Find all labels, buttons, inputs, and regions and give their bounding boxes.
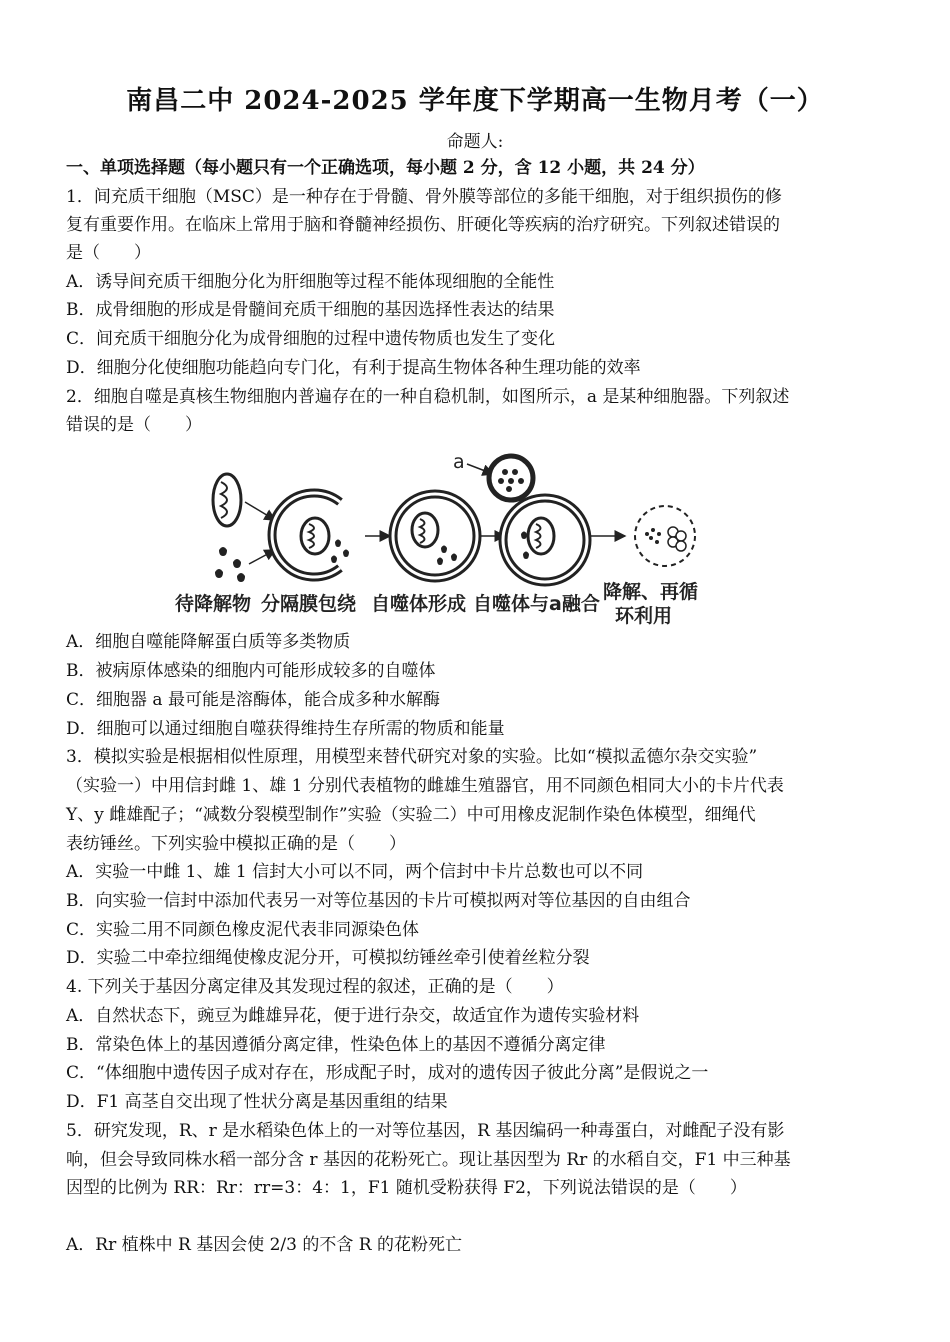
q4-option-a: A．自然状态下，豌豆为雌雄异花，便于进行杂交，故适宜作为遗传实验材料 bbox=[66, 1006, 640, 1026]
q1-stem-1: 1．间充质干细胞（MSC）是一种存在于骨髓、骨外膜等部位的多能干细胞，对于组织损伤的修 bbox=[66, 187, 782, 207]
q2-option-b: B．被病原体感染的细胞内可能形成较多的自噬体 bbox=[66, 661, 436, 681]
q3-option-b: B．向实验一信封中添加代表另一对等位基因的卡片可模拟两对等位基因的自由组合 bbox=[66, 891, 691, 911]
q4-stem-1: 4. 下列关于基因分离定律及其发现过程的叙述，正确的是（ ） bbox=[66, 977, 564, 997]
q2-option-d: D．细胞可以通过细胞自噬获得维持生存所需的物质和能量 bbox=[66, 719, 505, 739]
q5-option-a: A．Rr 植株中 R 基因会使 2/3 的不含 R 的花粉死亡 bbox=[66, 1235, 462, 1255]
exam-title: 南昌二中 2024-2025 学年度下学期高一生物月考（一） bbox=[126, 86, 824, 116]
q2-option-a: A．细胞自噬能降解蛋白质等多类物质 bbox=[66, 632, 351, 652]
q1-option-c: C．间充质干细胞分化为成骨细胞的过程中遗传物质也发生了变化 bbox=[66, 329, 556, 349]
isolation-membrane-icon bbox=[272, 493, 349, 577]
q3-option-c: C．实验二用不同颜色橡皮泥代表非同源染色体 bbox=[66, 920, 420, 940]
mitochondrion-icon bbox=[213, 474, 241, 526]
q5-stem-1: 5．研究发现，R、r 是水稻染色体上的一对等位基因，R 基因编码一种毒蛋白，对雌配子没有影 bbox=[66, 1121, 785, 1141]
q5-stem-2: 响，但会导致同株水稻一部分含 r 基因的花粉死亡。现让基因型为 Rr 的水稻自交，F1 中三种基 bbox=[66, 1150, 791, 1170]
stage-label-autophagosome: 自噬体形成 bbox=[371, 593, 467, 615]
organelle-a-label: a bbox=[453, 451, 465, 473]
q3-stem-2: （实验一）中用信封雌 1、雄 1 分别代表植物的雌雄生殖器官，用不同颜色相同大小的卡片代表 bbox=[66, 776, 784, 796]
q1-option-b: B．成骨细胞的形成是骨髓间充质干细胞的基因选择性表达的结果 bbox=[66, 300, 555, 320]
stage-label-material: 待降解物 bbox=[175, 593, 252, 615]
q1-option-a: A．诱导间充质干细胞分化为肝细胞等过程不能体现细胞的全能性 bbox=[66, 272, 555, 292]
stage-label-fusion: 自噬体与a融合 bbox=[473, 593, 600, 615]
section-heading: 一、单项选择题（每小题只有一个正确选项，每小题 2 分，含 12 小题，共 24 分） bbox=[66, 158, 705, 178]
q3-stem-4: 表纺锤丝。下列实验中模拟正确的是（ ） bbox=[66, 834, 406, 854]
q5-stem-3: 因型的比例为 RR：Rr：rr=3：4：1，F1 随机受粉获得 F2，下列说法错误的是（ ） bbox=[66, 1178, 747, 1198]
q3-option-a: A．实验一中雌 1、雄 1 信封大小可以不同，两个信封中卡片总数也可以不同 bbox=[66, 862, 644, 882]
fusion-vesicle-icon bbox=[503, 498, 587, 582]
q1-stem-3: 是（ ） bbox=[66, 243, 151, 263]
lysosome-icon bbox=[489, 456, 533, 500]
q2-stem-1: 2．细胞自噬是真核生物细胞内普遍存在的一种自稳机制，如图所示，a 是某种细胞器。下列叙述 bbox=[66, 387, 790, 407]
protein-droplets-icon bbox=[215, 547, 245, 582]
q4-option-d: D．F1 高茎自交出现了性状分离是基因重组的结果 bbox=[66, 1092, 448, 1112]
q4-option-b: B．常染色体上的基因遵循分离定律，性染色体上的基因不遵循分离定律 bbox=[66, 1035, 606, 1055]
q1-option-d: D．细胞分化使细胞功能趋向专门化，有利于提高生物体各种生理功能的效率 bbox=[66, 358, 641, 378]
autophagy-figure bbox=[175, 450, 735, 630]
recycling-icon bbox=[635, 506, 695, 566]
q2-stem-2: 错误的是（ ） bbox=[66, 415, 202, 435]
q2-option-c: C．细胞器 a 最可能是溶酶体，能合成多种水解酶 bbox=[66, 690, 440, 710]
q3-stem-3: Y、y 雌雄配子；“减数分裂模型制作”实验（实验二）中可用橡皮泥制作染色体模型，细绳代 bbox=[66, 805, 756, 825]
stage-label-recycle-2: 环利用 bbox=[615, 605, 673, 627]
autophagosome-icon bbox=[393, 494, 477, 578]
author-line: 命题人: bbox=[446, 132, 504, 152]
q3-stem-1: 3．模拟实验是根据相似性原理，用模型来替代研究对象的实验。比如“模拟孟德尔杂交实验” bbox=[66, 747, 758, 767]
q1-stem-2: 复有重要作用。在临床上常用于脑和脊髓神经损伤、肝硬化等疾病的治疗研究。下列叙述错误的 bbox=[66, 215, 780, 235]
stage-label-recycle-1: 降解、再循 bbox=[603, 581, 699, 603]
q3-option-d: D．实验二中牵拉细绳使橡皮泥分开，可模拟纺锤丝牵引使着丝粒分裂 bbox=[66, 948, 590, 968]
q4-option-c: C．“体细胞中遗传因子成对存在，形成配子时，成对的遗传因子彼此分离”是假说之一 bbox=[66, 1063, 709, 1083]
stage-label-isolation: 分隔膜包绕 bbox=[261, 593, 357, 615]
